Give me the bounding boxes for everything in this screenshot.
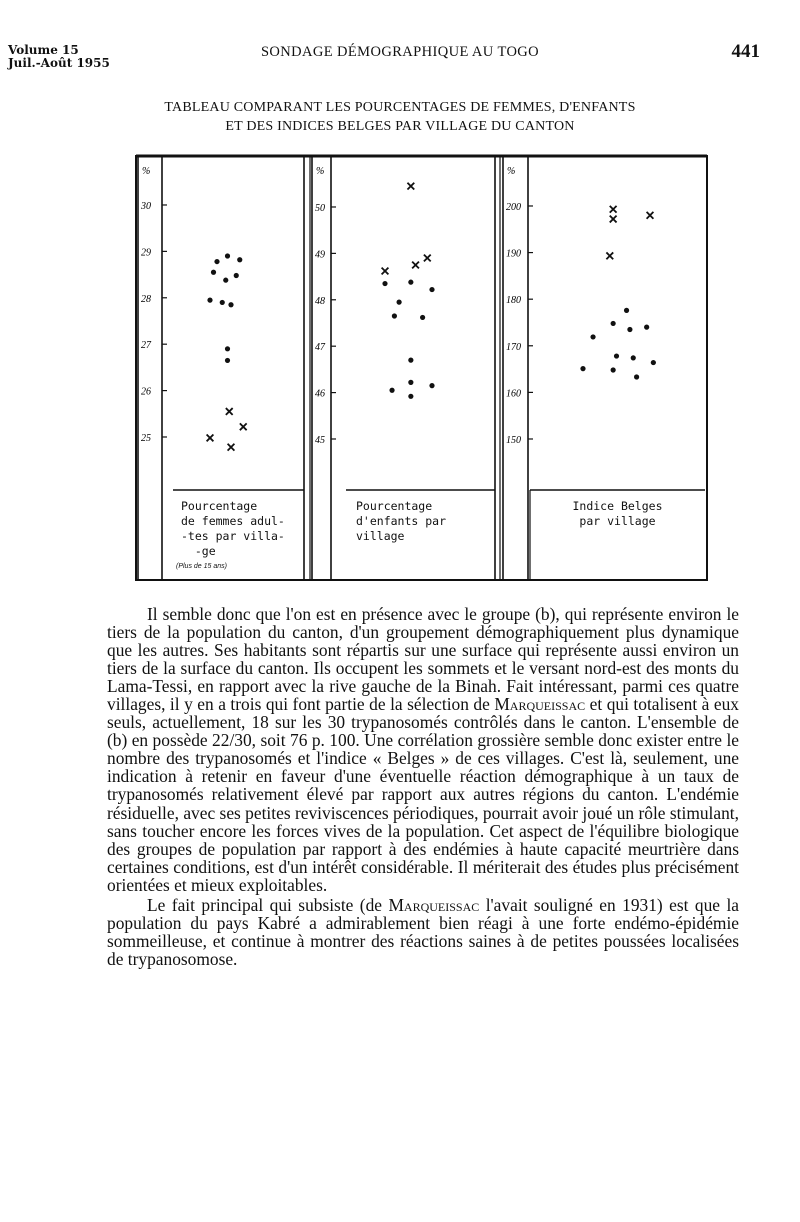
panel-2-dot-marker [408,380,413,385]
paragraph-1: Il semble donc que l'on est en présence avec le groupe (b), qui représente environ le tiers de la population du canton, d'un groupement démographiquement plus dynamique que les autres. Ses habitants sont répartis sur une surface qui représente aussi environ un tiers de la surface du canton. Ils occupent les sommets et le versant nord-est des monts du Lama-Tessi, en rapport avec la rive gauche de la Binah. Fait intéressant, parmi ces quatre villages, il y en a trois qui font partie de la sélection de Marqueissac et qui totalisent à eux seuls, actuellement, 18 sur les 30 trypanosomés contrôlés dans le canton. L'ensemble de (b) en possède 22/30, soit 76 p. 100. Une corrélation grossière semble donc exister entre le nombre des trypanosomés et l'indice « Belges » de ces villages. C'est là, seulement, une indication à retenir en faveur d'une éventuelle réaction démographique à un taux de trypanosomés relativement élevé par rapport aux autres régions du canton. L'endémie résiduelle, avec ses petites reviviscences périodiques, pourrait avoir joué un rôle stimulant, sans toucher encore les forces vives de la population. Cet aspect de l'équilibre biologique des groupes de population par rapport à des endémies à haute capacité meurtrière dans certaines conditions, est d'un intérêt considérable. Il mériterait des études plus précisément orientées et mieux exploitables. [107,604,740,895]
panel-3-tick-label: 170 [506,341,521,353]
panel-1-label-line: Pourcentage [181,499,258,513]
panel-3-tick-label: 190 [506,248,521,260]
panel-3-dot-marker [624,308,629,313]
panel-2-tick-label: 46 [315,388,325,400]
panel-2-dot-marker [408,358,413,363]
panel-2-tick-label: 45 [315,434,325,446]
panel-2-label-line: Pourcentage [356,499,433,513]
panel-3-cross-marker [606,252,613,259]
author-name: Marqueissac [494,694,586,715]
panel-3-dot-marker [611,321,616,326]
panel-3-cross-marker [610,206,617,213]
panel-1-dot-marker [225,346,230,351]
panel-1-dot-marker [237,257,242,262]
panel-1-tick-label: 29 [141,247,151,259]
panel-2-dot-marker [420,315,425,320]
panel-1-tick-label: 28 [141,293,151,305]
panel-3-tick-label: 150 [506,434,521,446]
panel-1-dot-marker [228,302,233,307]
panel-3-dot-marker [651,360,656,365]
panel-1-dot-marker [211,270,216,275]
panel-2-dot-marker [429,287,434,292]
panel-3-tick-label: 200 [506,201,521,213]
panel-1-cross-marker [228,444,235,451]
panel-2-tick-label: 49 [315,249,325,261]
panel-1-label-line: -tes par villa- [181,529,285,543]
panel-2-dot-marker [408,394,413,399]
panel-2-label-line: d'enfants par [356,514,447,528]
panel-1-tick-label: 25 [141,432,151,444]
author-name: Marqueissac [388,894,480,915]
panel-3-dot-marker [634,374,639,379]
figure-title-line-2: ET DES INDICES BELGES PAR VILLAGE DU CANTON [225,119,575,134]
panel-2-cross-marker [407,183,414,190]
panel-3-label-line: Indice Belges [572,499,663,513]
panel-1-tick-label: 30 [141,200,151,212]
panel-2-axis-unit: % [316,166,325,177]
panel-3-cross-marker [647,212,654,219]
panel-2-dot-marker [382,281,387,286]
panel-3-dot-marker [590,334,595,339]
panel-1-label-line: de femmes adul- [181,514,285,528]
panel-3-dot-marker [627,327,632,332]
panel-1-dot-marker [220,300,225,305]
panel-3-axis-unit: % [507,166,516,177]
panel-1-dot-marker [225,253,230,258]
panel-3-tick-label: 160 [506,388,521,400]
panel-3-dot-marker [631,355,636,360]
panel-1-tick-label: 27 [141,340,151,352]
body-text [107,605,739,968]
panel-1-axis-unit: % [142,166,151,177]
panel-1-label [181,499,285,559]
panel-2-cross-marker [412,262,419,269]
panel-2-label-line: village [356,529,405,543]
figure-title-line-1: TABLEAU COMPARANT LES POURCENTAGES DE FEMMES, D'ENFANTS [164,100,636,115]
panel-1-cross-marker [226,408,233,415]
panel-2-dot-marker [397,300,402,305]
panel-2-dot-marker [389,388,394,393]
panel-3-dot-marker [644,325,649,330]
panel-1-label-line: -ge [181,544,216,558]
panel-1-note: (Plus de 15 ans) [176,563,227,570]
volume-label: Volume 15 [8,43,79,57]
panel-3-cross-marker [610,216,617,223]
panel-3-dot-marker [611,367,616,372]
running-title: SONDAGE DÉMOGRAPHIQUE AU TOGO [260,44,540,60]
panel-1-dot-marker [207,298,212,303]
panel-3-label [530,499,705,529]
panel-1-tick-label: 26 [141,386,151,398]
panel-3-tick-label: 180 [506,295,521,307]
panel-3-dot-marker [580,366,585,371]
panel-1-cross-marker [240,423,247,430]
panel-2-dot-marker [429,383,434,388]
panel-2-dot-marker [408,280,413,285]
paragraph-2: Le fait principal qui subsiste (de Marqueissac l'avait souligné en 1931) est que la population du pays Kabré a admirablement bien réagi à une forte endémo-épidémie sommeilleuse, et continue à montrer des réactions saines à de petites poussées localisées de trypanosomose. [107,894,740,969]
panel-3-label-line: par village [579,514,656,528]
panel-2-cross-marker [382,268,389,275]
issue-date: Juil.-Août 1955 [8,56,110,70]
panel-1-dot-marker [234,273,239,278]
panel-2-tick-label: 47 [315,342,325,354]
panel-1-dot-marker [214,259,219,264]
panel-1-dot-marker [225,358,230,363]
panel-2-cross-marker [424,255,431,262]
panel-3-dot-marker [614,353,619,358]
panel-2-label [356,499,446,544]
panel-2-tick-label: 50 [315,202,325,214]
panel-2-dot-marker [392,313,397,318]
panel-1-cross-marker [207,435,214,442]
panel-2-tick-label: 48 [315,295,325,307]
panel-1-dot-marker [223,278,228,283]
page-number: 441 [731,41,760,62]
